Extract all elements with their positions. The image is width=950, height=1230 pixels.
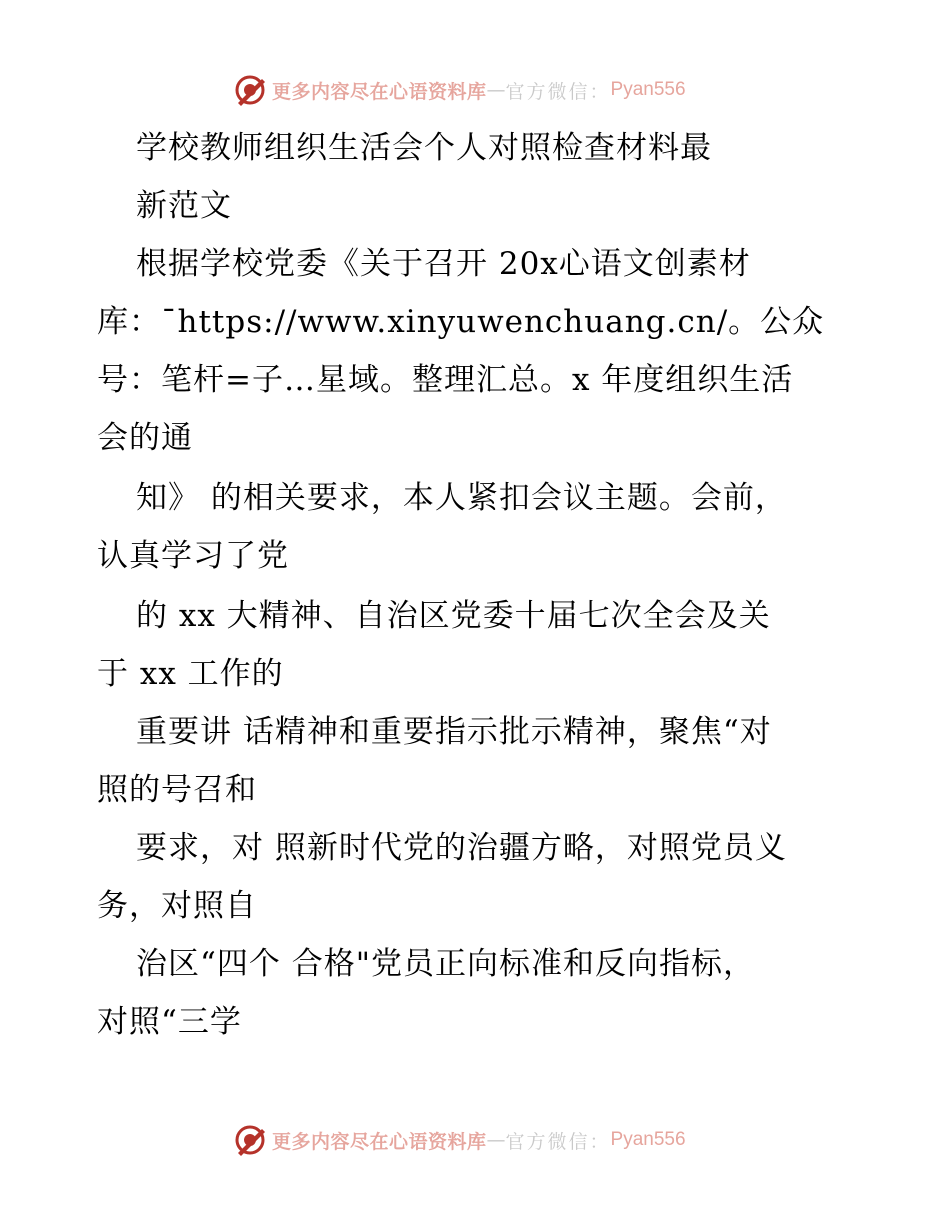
header-watermark-banner: [234, 72, 686, 108]
paragraph-line: 务，对照自: [97, 888, 257, 924]
paragraph-line: 于 xx 工作的: [97, 656, 284, 692]
watermark-text: 更多内容尽在心语资料库: [272, 1130, 487, 1153]
footer-watermark-banner: [234, 1122, 686, 1158]
watermark-separator: —: [486, 1129, 506, 1151]
watermark-official-label: 官方微信：: [505, 1130, 611, 1153]
paragraph-line: 的 xx 大精神、自治区党委十届七次全会及关: [136, 598, 771, 634]
paragraph-line: 照的号召和: [97, 772, 257, 808]
document-title-line-2: 新范文: [136, 188, 232, 224]
watermark-separator: —: [486, 79, 506, 101]
pen-logo-icon: [234, 73, 268, 107]
paragraph-line: 会的通: [97, 420, 193, 456]
paragraph-line: 知》 的相关要求，本人紧扣会议主题。会前，: [136, 480, 787, 516]
paragraph-line: 治区“四个 合格"党员正向标准和反向指标，: [136, 946, 755, 982]
document-title-line-1: 学校教师组织生活会个人对照检查材料最: [136, 130, 712, 166]
paragraph-line: 要求，对 照新时代党的治疆方略，对照党员义: [136, 830, 787, 866]
watermark-wechat-id: Pyan556: [610, 79, 686, 100]
pen-logo-icon: [234, 1123, 268, 1157]
watermark-wechat-id: Pyan556: [610, 1129, 686, 1150]
paragraph-line: 重要讲 话精神和重要指示批示精神，聚焦“对: [136, 714, 772, 750]
watermark-official-label: 官方微信：: [505, 80, 611, 103]
watermark-text: 更多内容尽在心语资料库: [272, 80, 487, 103]
paragraph-line: 库：¯https://www.xinyuwenchuang.cn/。公众: [97, 304, 825, 340]
paragraph-line: 对照“三学: [97, 1004, 242, 1040]
paragraph-line: 根据学校党委《关于召开 20x心语文创素材: [136, 246, 751, 282]
paragraph-line: 号：笔杆=子…星域。整理汇总。x 年度组织生活: [97, 362, 794, 398]
paragraph-line: 认真学习了党: [97, 538, 289, 574]
